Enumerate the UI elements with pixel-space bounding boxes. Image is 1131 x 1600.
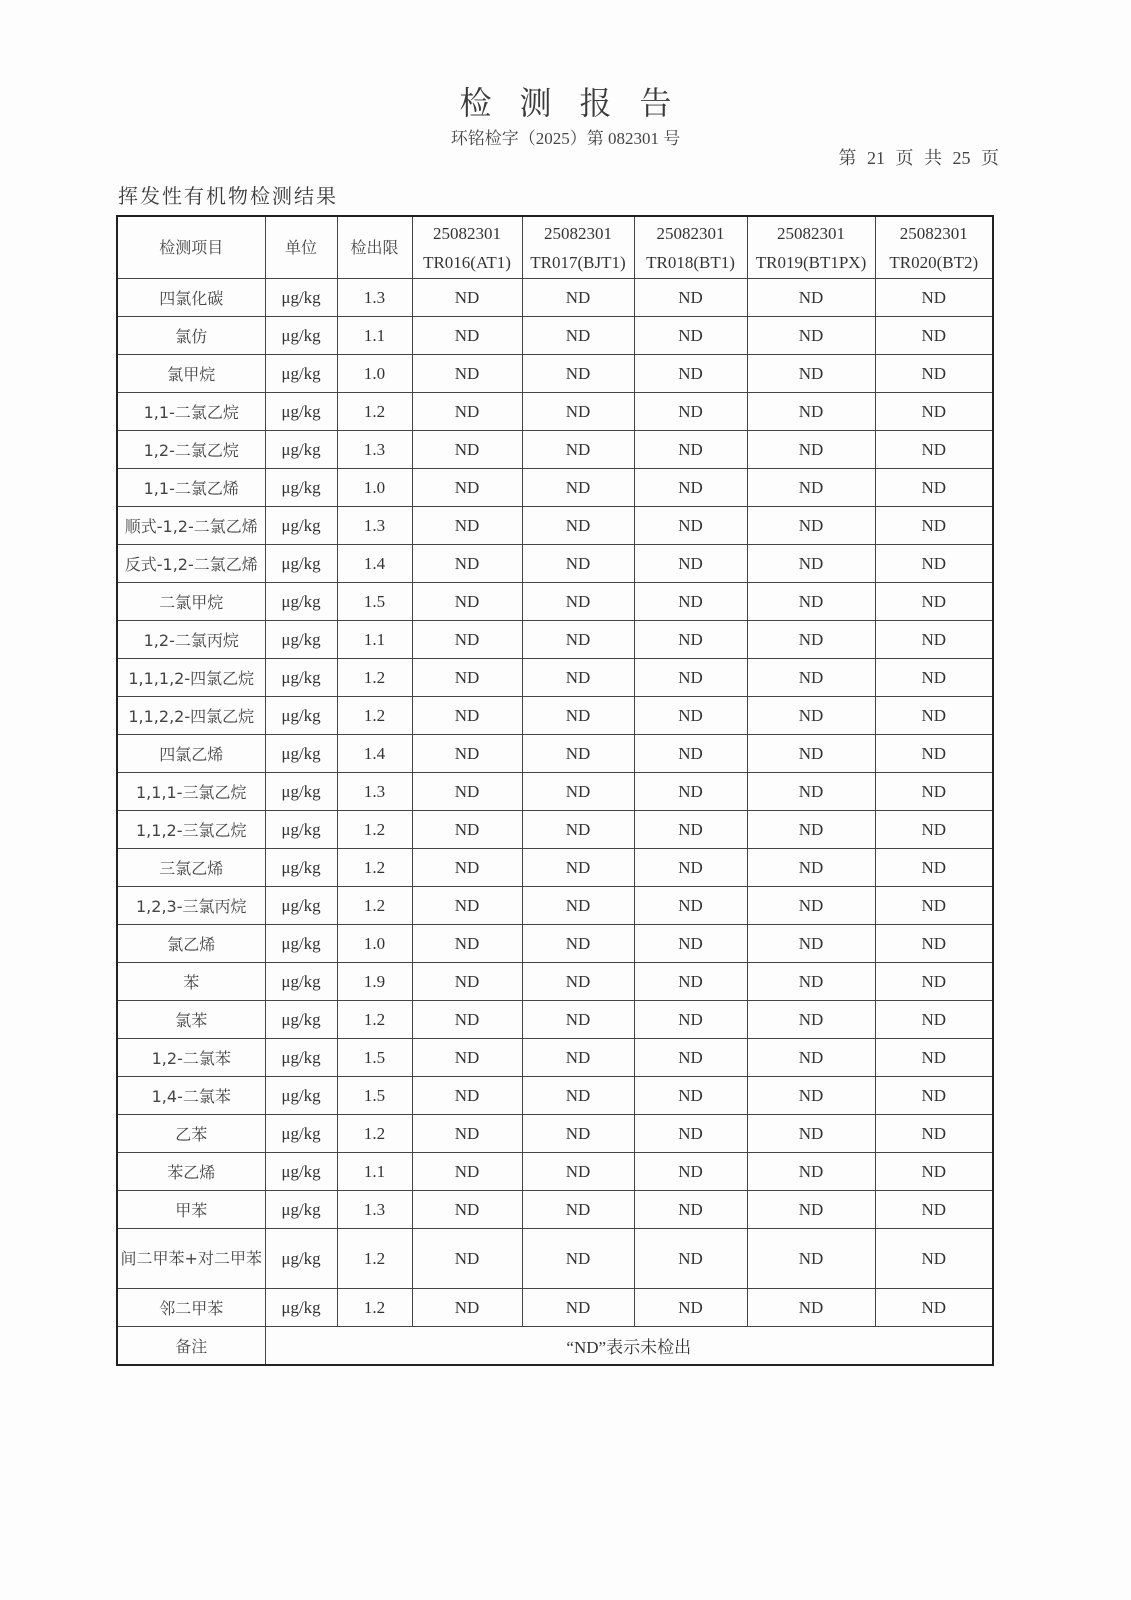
result-cell: ND [412, 1229, 522, 1289]
result-cell: ND [412, 1039, 522, 1077]
result-cell: ND [522, 507, 634, 545]
table-row [117, 393, 993, 431]
result-cell: ND [747, 1077, 875, 1115]
result-cell: ND [875, 621, 993, 659]
result-cell: ND [522, 697, 634, 735]
table-row [117, 887, 993, 925]
result-cell: ND [875, 659, 993, 697]
result-cell: ND [522, 811, 634, 849]
unit-cell: μg/kg [265, 887, 337, 925]
result-cell: ND [747, 317, 875, 355]
item-name: 氯甲烷 [117, 355, 265, 393]
result-cell: ND [522, 773, 634, 811]
item-name: 1,2-二氯丙烷 [117, 621, 265, 659]
result-cell: ND [634, 545, 747, 583]
header-sample [747, 216, 875, 279]
limit-cell: 1.2 [337, 393, 412, 431]
unit-cell: μg/kg [265, 507, 337, 545]
table-row [117, 849, 993, 887]
table-row [117, 1001, 993, 1039]
result-cell: ND [747, 469, 875, 507]
table-row [117, 1077, 993, 1115]
result-cell: ND [522, 735, 634, 773]
result-cell: ND [747, 583, 875, 621]
result-cell: ND [522, 279, 634, 317]
result-cell: ND [747, 697, 875, 735]
table-row [117, 1115, 993, 1153]
unit-cell: μg/kg [265, 355, 337, 393]
result-cell: ND [522, 849, 634, 887]
result-cell: ND [522, 1229, 634, 1289]
unit-cell: μg/kg [265, 583, 337, 621]
result-cell: ND [875, 697, 993, 735]
result-cell: ND [634, 355, 747, 393]
limit-cell: 1.3 [337, 431, 412, 469]
item-name: 二氯甲烷 [117, 583, 265, 621]
sample-code: TR019(BT1PX) [755, 252, 867, 272]
result-cell: ND [747, 1191, 875, 1229]
limit-cell: 1.2 [337, 811, 412, 849]
result-cell: ND [875, 963, 993, 1001]
item-name: 1,1-二氯乙烷 [117, 393, 265, 431]
sample-code: TR017(BJT1) [530, 252, 626, 272]
result-cell: ND [412, 659, 522, 697]
result-cell: ND [412, 393, 522, 431]
unit-cell: μg/kg [265, 811, 337, 849]
result-cell: ND [412, 773, 522, 811]
section-title: 挥发性有机物检测结果 [118, 186, 338, 208]
result-cell: ND [634, 849, 747, 887]
result-cell: ND [875, 355, 993, 393]
sample-id: 25082301 [433, 223, 501, 243]
result-cell: ND [412, 431, 522, 469]
limit-cell: 1.2 [337, 887, 412, 925]
limit-cell: 1.0 [337, 355, 412, 393]
table-row [117, 279, 993, 317]
result-cell: ND [412, 469, 522, 507]
limit-cell: 1.2 [337, 1001, 412, 1039]
table-row [117, 1229, 993, 1289]
table-row [117, 697, 993, 735]
table-row [117, 1153, 993, 1191]
table-row [117, 355, 993, 393]
table-row [117, 545, 993, 583]
result-cell: ND [875, 773, 993, 811]
result-cell: ND [522, 1153, 634, 1191]
result-cell: ND [875, 317, 993, 355]
table-row [117, 773, 993, 811]
result-cell: ND [412, 849, 522, 887]
limit-cell: 1.3 [337, 773, 412, 811]
limit-cell: 1.5 [337, 1077, 412, 1115]
result-cell: ND [522, 1115, 634, 1153]
report-title: 检测报告 [459, 85, 700, 121]
sample-id: 25082301 [777, 223, 845, 243]
result-cell: ND [634, 963, 747, 1001]
limit-cell: 1.3 [337, 1191, 412, 1229]
result-cell: ND [634, 887, 747, 925]
unit-cell: μg/kg [265, 279, 337, 317]
result-cell: ND [522, 431, 634, 469]
limit-cell: 1.1 [337, 317, 412, 355]
unit-cell: μg/kg [265, 735, 337, 773]
result-cell: ND [747, 355, 875, 393]
result-cell: ND [747, 279, 875, 317]
result-cell: ND [747, 621, 875, 659]
unit-cell: μg/kg [265, 773, 337, 811]
limit-cell: 1.2 [337, 697, 412, 735]
item-name: 1,1,2,2-四氯乙烷 [117, 697, 265, 735]
result-cell: ND [412, 279, 522, 317]
limit-cell: 1.5 [337, 1039, 412, 1077]
result-cell: ND [875, 1289, 993, 1327]
results-table [116, 215, 994, 1366]
remark-row [117, 1327, 993, 1366]
unit-cell: μg/kg [265, 1077, 337, 1115]
unit-cell: μg/kg [265, 925, 337, 963]
sample-code: TR020(BT2) [889, 252, 979, 272]
result-cell: ND [875, 849, 993, 887]
result-cell: ND [747, 1289, 875, 1327]
result-cell: ND [634, 1191, 747, 1229]
result-cell: ND [634, 925, 747, 963]
unit-cell: μg/kg [265, 393, 337, 431]
result-cell: ND [412, 1191, 522, 1229]
result-cell: ND [522, 317, 634, 355]
result-cell: ND [875, 1115, 993, 1153]
result-cell: ND [747, 735, 875, 773]
sample-code: TR016(AT1) [423, 252, 511, 272]
result-cell: ND [634, 1153, 747, 1191]
result-cell: ND [875, 1229, 993, 1289]
item-name: 1,2-二氯乙烷 [117, 431, 265, 469]
result-cell: ND [412, 621, 522, 659]
item-name: 反式-1,2-二氯乙烯 [117, 545, 265, 583]
result-cell: ND [522, 545, 634, 583]
result-cell: ND [522, 925, 634, 963]
result-cell: ND [634, 507, 747, 545]
result-cell: ND [747, 887, 875, 925]
unit-cell: μg/kg [265, 621, 337, 659]
item-name: 1,2-二氯苯 [117, 1039, 265, 1077]
table-row [117, 1289, 993, 1327]
table-row [117, 925, 993, 963]
result-cell: ND [522, 621, 634, 659]
unit-cell: μg/kg [265, 431, 337, 469]
result-cell: ND [875, 1191, 993, 1229]
result-cell: ND [412, 887, 522, 925]
item-name: 苯乙烯 [117, 1153, 265, 1191]
result-cell: ND [634, 1039, 747, 1077]
limit-cell: 1.5 [337, 583, 412, 621]
unit-cell: μg/kg [265, 1153, 337, 1191]
result-cell: ND [412, 925, 522, 963]
item-name: 顺式-1,2-二氯乙烯 [117, 507, 265, 545]
result-cell: ND [875, 887, 993, 925]
table-row [117, 1191, 993, 1229]
result-cell: ND [522, 355, 634, 393]
result-cell: ND [634, 1115, 747, 1153]
limit-cell: 1.0 [337, 469, 412, 507]
result-cell: ND [522, 1001, 634, 1039]
result-cell: ND [747, 1039, 875, 1077]
result-cell: ND [522, 1077, 634, 1115]
item-name: 1,1,2-三氯乙烷 [117, 811, 265, 849]
item-name: 四氯乙烯 [117, 735, 265, 773]
result-cell: ND [634, 811, 747, 849]
result-cell: ND [747, 507, 875, 545]
unit-cell: μg/kg [265, 1001, 337, 1039]
result-cell: ND [522, 887, 634, 925]
result-cell: ND [412, 735, 522, 773]
limit-cell: 1.3 [337, 507, 412, 545]
table-row [117, 469, 993, 507]
result-cell: ND [634, 1001, 747, 1039]
result-cell: ND [412, 317, 522, 355]
unit-cell: μg/kg [265, 659, 337, 697]
result-cell: ND [747, 393, 875, 431]
result-cell: ND [875, 1153, 993, 1191]
limit-cell: 1.2 [337, 849, 412, 887]
limit-cell: 1.2 [337, 1229, 412, 1289]
remark-label: 备注 [117, 1327, 265, 1366]
item-name: 三氯乙烯 [117, 849, 265, 887]
remark-text: “ND”表示未检出 [265, 1327, 993, 1366]
result-cell: ND [412, 1289, 522, 1327]
unit-cell: μg/kg [265, 1229, 337, 1289]
result-cell: ND [522, 659, 634, 697]
result-cell: ND [747, 1229, 875, 1289]
table-row [117, 507, 993, 545]
result-cell: ND [634, 1289, 747, 1327]
item-name: 氯仿 [117, 317, 265, 355]
result-cell: ND [412, 545, 522, 583]
result-cell: ND [634, 393, 747, 431]
sample-id: 25082301 [899, 223, 968, 243]
result-cell: ND [875, 431, 993, 469]
table-row [117, 317, 993, 355]
limit-cell: 1.2 [337, 1289, 412, 1327]
header-unit: 单位 [265, 216, 337, 279]
header-row [117, 216, 993, 279]
result-cell: ND [522, 1289, 634, 1327]
result-cell: ND [634, 317, 747, 355]
header-sample [634, 216, 747, 279]
item-name: 间二甲苯+对二甲苯 [117, 1229, 265, 1289]
table-row [117, 621, 993, 659]
unit-cell: μg/kg [265, 697, 337, 735]
result-cell: ND [875, 1001, 993, 1039]
result-cell: ND [634, 697, 747, 735]
limit-cell: 1.2 [337, 659, 412, 697]
result-cell: ND [875, 393, 993, 431]
result-cell: ND [747, 431, 875, 469]
report-number: 环铭检字（2025）第 082301 号 [450, 129, 681, 148]
result-cell: ND [522, 1191, 634, 1229]
result-cell: ND [522, 1039, 634, 1077]
result-cell: ND [875, 1039, 993, 1077]
item-name: 1,2,3-三氯丙烷 [117, 887, 265, 925]
unit-cell: μg/kg [265, 545, 337, 583]
result-cell: ND [412, 811, 522, 849]
result-cell: ND [412, 1115, 522, 1153]
result-cell: ND [747, 545, 875, 583]
result-cell: ND [747, 849, 875, 887]
limit-cell: 1.0 [337, 925, 412, 963]
item-name: 氯苯 [117, 1001, 265, 1039]
result-cell: ND [875, 507, 993, 545]
result-cell: ND [522, 469, 634, 507]
result-cell: ND [747, 1001, 875, 1039]
result-cell: ND [747, 773, 875, 811]
result-cell: ND [747, 1115, 875, 1153]
header-sample [412, 216, 522, 279]
result-cell: ND [522, 963, 634, 1001]
result-cell: ND [412, 963, 522, 1001]
result-cell: ND [634, 1077, 747, 1115]
sample-code: TR018(BT1) [646, 252, 735, 272]
result-cell: ND [634, 431, 747, 469]
item-name: 1,1,1-三氯乙烷 [117, 773, 265, 811]
result-cell: ND [875, 469, 993, 507]
limit-cell: 1.9 [337, 963, 412, 1001]
table-row [117, 811, 993, 849]
header-sample [875, 216, 993, 279]
item-name: 乙苯 [117, 1115, 265, 1153]
limit-cell: 1.1 [337, 1153, 412, 1191]
table-row [117, 583, 993, 621]
item-name: 1,4-二氯苯 [117, 1077, 265, 1115]
result-cell: ND [875, 811, 993, 849]
limit-cell: 1.3 [337, 279, 412, 317]
header-item: 检测项目 [117, 216, 265, 279]
result-cell: ND [634, 735, 747, 773]
item-name: 氯乙烯 [117, 925, 265, 963]
unit-cell: μg/kg [265, 1191, 337, 1229]
unit-cell: μg/kg [265, 1115, 337, 1153]
result-cell: ND [875, 583, 993, 621]
table-row [117, 1039, 993, 1077]
sample-id: 25082301 [544, 223, 612, 243]
table-row [117, 963, 993, 1001]
table-row [117, 735, 993, 773]
result-cell: ND [634, 659, 747, 697]
item-name: 邻二甲苯 [117, 1289, 265, 1327]
result-cell: ND [875, 925, 993, 963]
result-cell: ND [522, 583, 634, 621]
result-cell: ND [747, 963, 875, 1001]
result-cell: ND [412, 507, 522, 545]
item-name: 四氯化碳 [117, 279, 265, 317]
result-cell: ND [522, 393, 634, 431]
table-row [117, 431, 993, 469]
item-name: 苯 [117, 963, 265, 1001]
item-name: 1,1-二氯乙烯 [117, 469, 265, 507]
result-cell: ND [634, 279, 747, 317]
unit-cell: μg/kg [265, 849, 337, 887]
limit-cell: 1.2 [337, 1115, 412, 1153]
result-cell: ND [634, 621, 747, 659]
result-cell: ND [412, 583, 522, 621]
result-cell: ND [875, 1077, 993, 1115]
limit-cell: 1.4 [337, 545, 412, 583]
result-cell: ND [747, 659, 875, 697]
result-cell: ND [634, 469, 747, 507]
unit-cell: μg/kg [265, 1039, 337, 1077]
header-sample [522, 216, 634, 279]
result-cell: ND [875, 735, 993, 773]
result-cell: ND [747, 1153, 875, 1191]
unit-cell: μg/kg [265, 317, 337, 355]
result-cell: ND [875, 279, 993, 317]
result-cell: ND [412, 1001, 522, 1039]
unit-cell: μg/kg [265, 1289, 337, 1327]
result-cell: ND [412, 697, 522, 735]
unit-cell: μg/kg [265, 963, 337, 1001]
result-cell: ND [412, 1153, 522, 1191]
sample-id: 25082301 [656, 223, 725, 243]
item-name: 1,1,1,2-四氯乙烷 [117, 659, 265, 697]
result-cell: ND [634, 583, 747, 621]
result-cell: ND [747, 925, 875, 963]
header-limit: 检出限 [337, 216, 412, 279]
limit-cell: 1.1 [337, 621, 412, 659]
item-name: 甲苯 [117, 1191, 265, 1229]
result-cell: ND [634, 773, 747, 811]
limit-cell: 1.4 [337, 735, 412, 773]
result-cell: ND [412, 355, 522, 393]
unit-cell: μg/kg [265, 469, 337, 507]
result-cell: ND [412, 1077, 522, 1115]
table-row [117, 659, 993, 697]
result-cell: ND [875, 545, 993, 583]
page-info: 第 21 页 共 25 页 [838, 148, 999, 168]
result-cell: ND [634, 1229, 747, 1289]
result-cell: ND [747, 811, 875, 849]
